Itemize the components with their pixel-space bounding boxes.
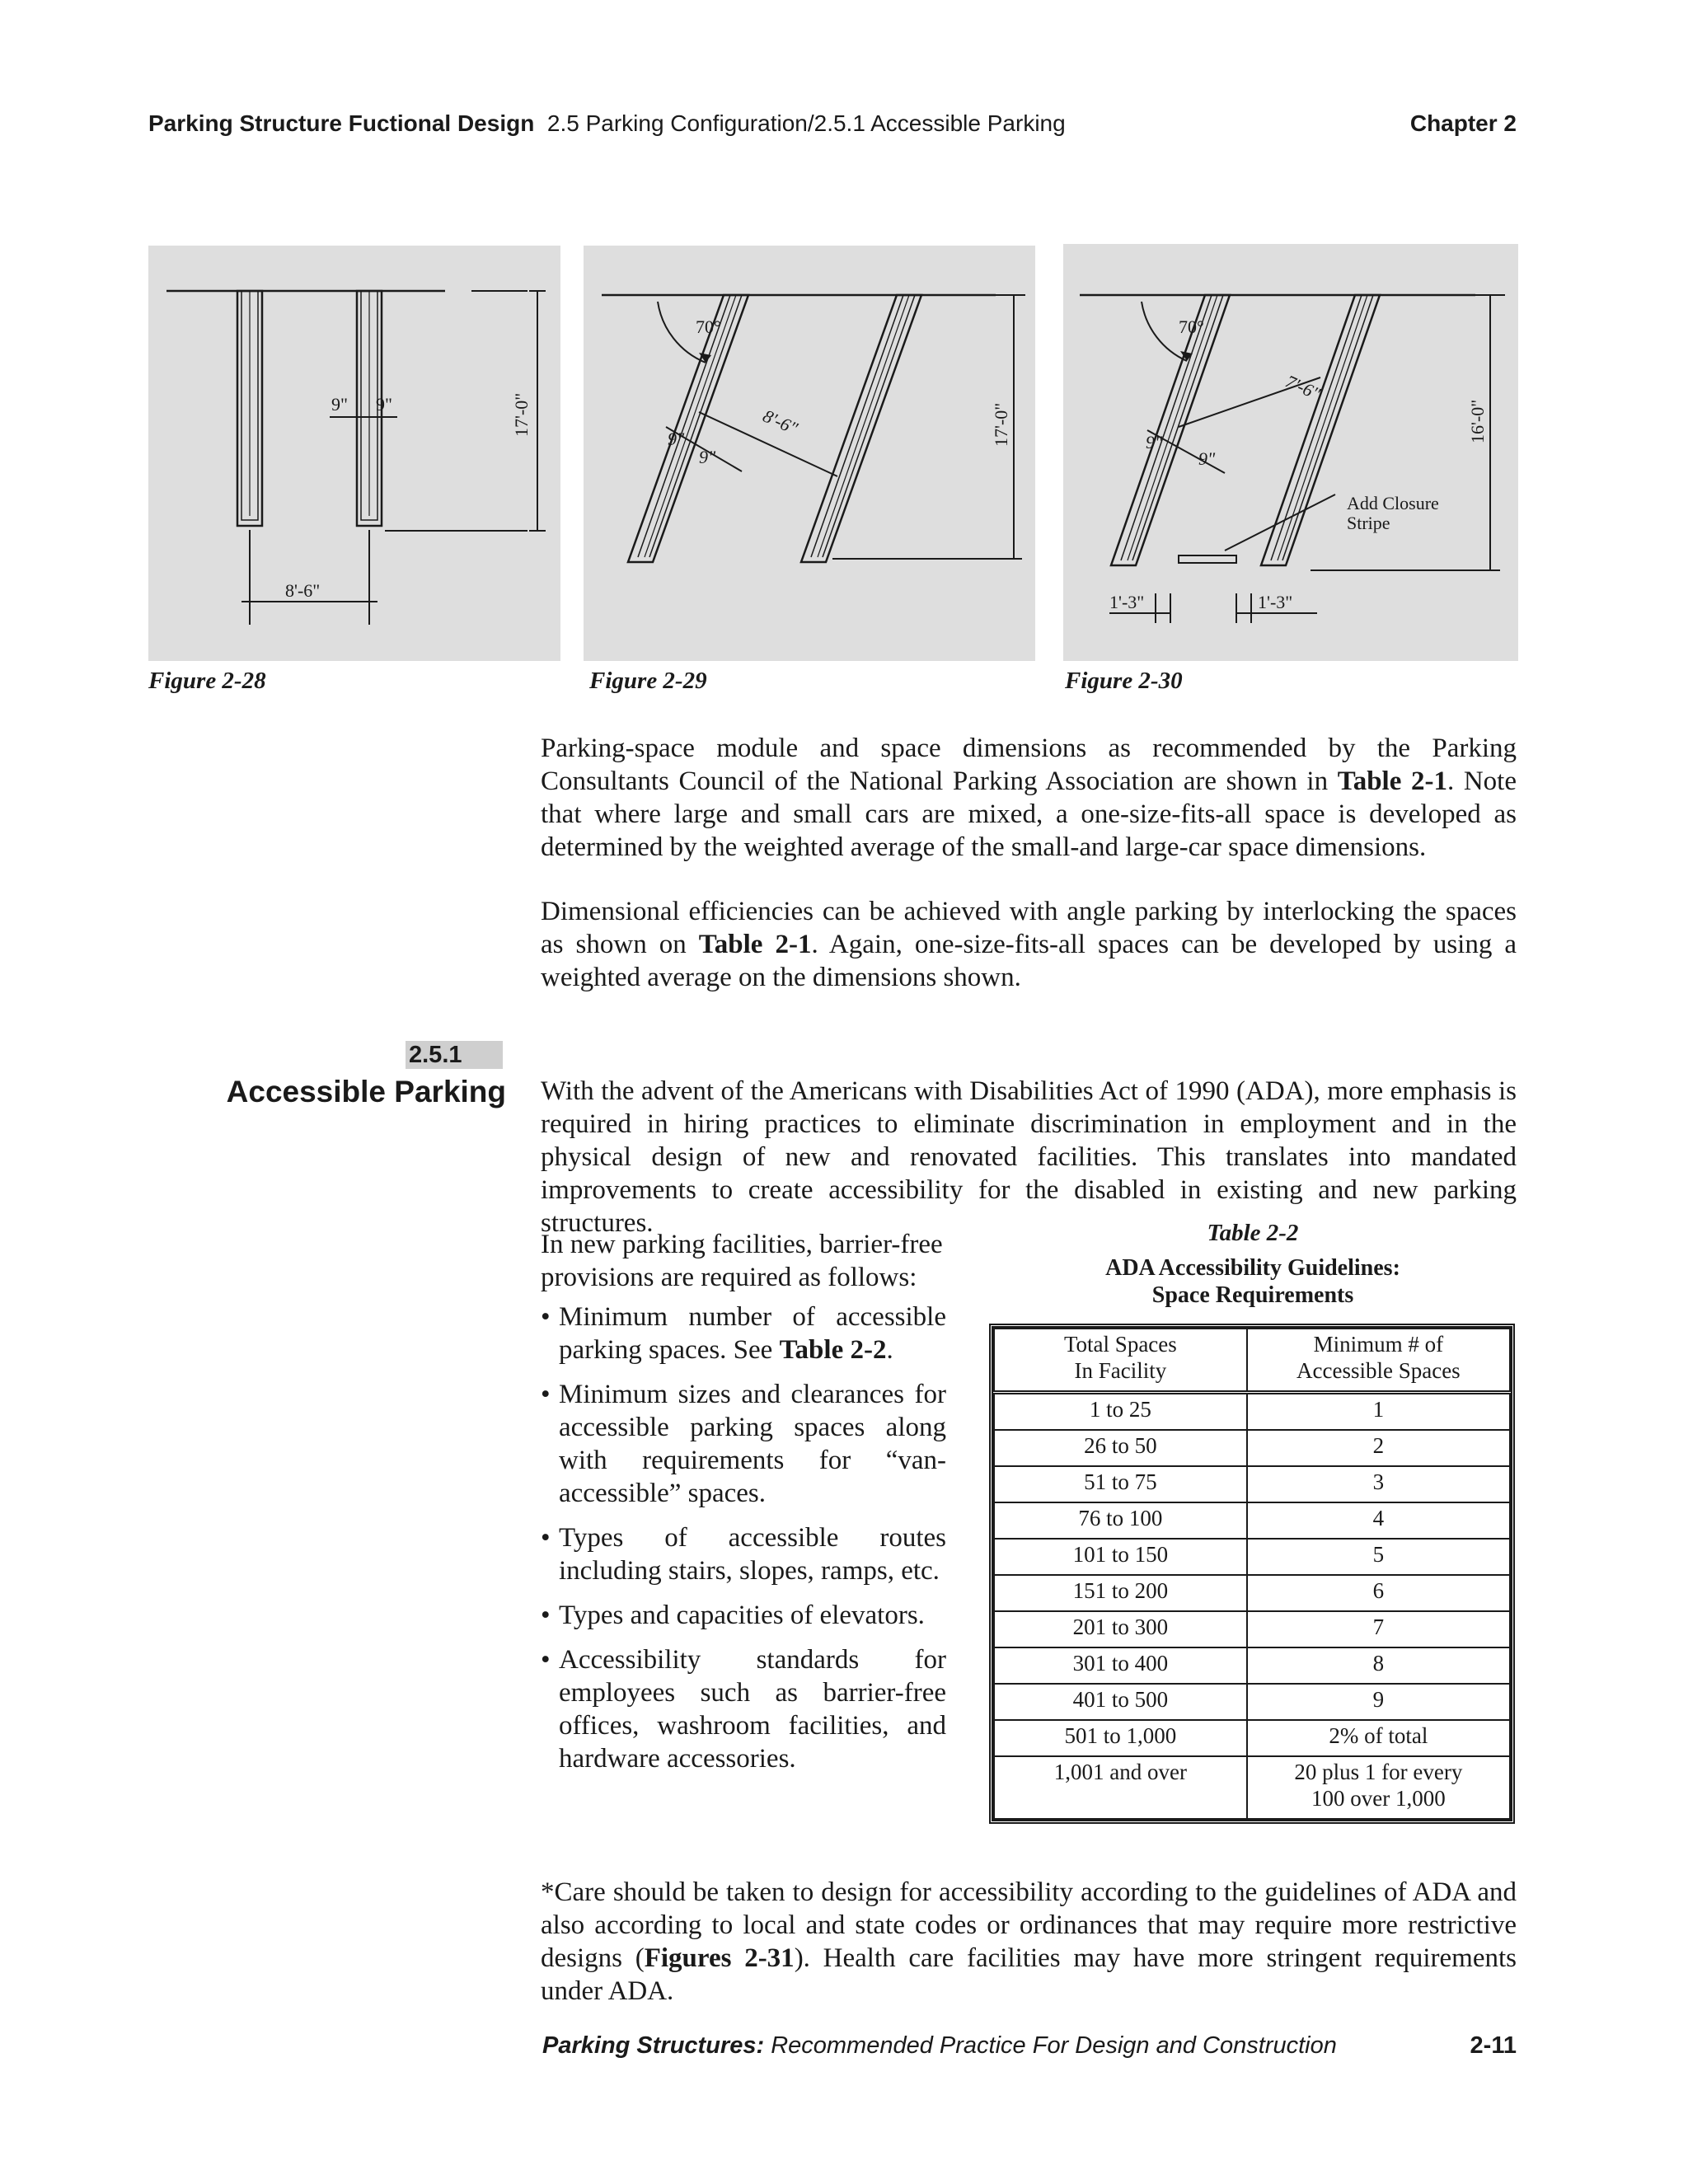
paragraph-care-note: [541, 1876, 1517, 2008]
cell-min: 1: [1247, 1393, 1510, 1431]
fig29-angle-label: 70°: [696, 316, 721, 337]
item1-table-ref: Table 2-2: [779, 1335, 887, 1365]
cell-total: 401 to 500: [994, 1684, 1247, 1720]
figure-2-29-drawing: [584, 246, 1035, 661]
col-header-total: [994, 1329, 1247, 1393]
fig28-depth-label: 17'-0": [511, 392, 532, 437]
cell-min: 4: [1247, 1502, 1510, 1539]
col-header-minimum: [1247, 1329, 1510, 1393]
requirements-list: [541, 1228, 946, 1787]
cell-min: 5: [1247, 1539, 1510, 1575]
fig28-label-a: 9": [331, 394, 348, 415]
col1-line2: In Facility: [1074, 1358, 1167, 1383]
footer-subtitle: Recommended Practice For Design and Construction: [764, 2032, 1337, 2059]
col2-line2: Accessible Spaces: [1296, 1358, 1461, 1383]
cell-total: 201 to 300: [994, 1611, 1247, 1647]
p1-text-a: Parking-space module and space dimensions as recommended by the Parking Consultants Council of the National Parking Association are shown in: [541, 733, 1517, 796]
running-header: [148, 110, 1066, 137]
fig28-width-label: 8'-6": [285, 580, 321, 601]
paragraph-module-dimensions: [541, 732, 1517, 864]
list-item: • Types of accessible routes including stairs, slopes, ramps, etc.: [541, 1521, 946, 1587]
cell-min: 6: [1247, 1575, 1510, 1611]
table-title-line2: Space Requirements: [1151, 1282, 1354, 1308]
table-row: [994, 1393, 1510, 1431]
figure-2-29: [584, 246, 1035, 661]
table-row: [994, 1539, 1510, 1575]
cell-total: 151 to 200: [994, 1575, 1247, 1611]
cell-total: 1 to 25: [994, 1393, 1247, 1431]
col2-line1: Minimum # of: [1313, 1332, 1444, 1357]
page-number: 2-11: [1470, 2032, 1517, 2059]
fig28-label-b: 9": [376, 394, 392, 415]
item1-end: .: [886, 1335, 893, 1365]
table-row: [994, 1647, 1510, 1684]
table-row: [994, 1502, 1510, 1539]
fig30-width-label: 7'-6": [1282, 370, 1324, 405]
cell-min-line1: 20 plus 1 for every: [1294, 1760, 1463, 1784]
p1-table-ref: Table 2-1: [1337, 766, 1447, 796]
paragraph-ada-intro: With the advent of the Americans with Disabilities Act of 1990 (ADA), more emphasis is required in hiring practices to eliminate discrimination in employment and in the physical design of new and renovated facilities. This translates into mandated improvements to create accessibility for the disabled in existing and new parking structures.: [541, 1076, 1517, 1238]
figure-2-28: [148, 246, 560, 661]
p2-text-b: . Again, one-size-fits-all spaces can be developed by using a weighted average on the dimensions shown.: [541, 930, 1517, 992]
fig30-gap-left: 1'-3": [1109, 592, 1145, 612]
table-row: [994, 1575, 1510, 1611]
fig30-angle-label: 70°: [1179, 316, 1204, 337]
cell-total: 501 to 1,000: [994, 1720, 1247, 1756]
item1-text: Minimum number of accessible parking spaces. See: [559, 1302, 946, 1365]
fig30-label-a: 9": [1146, 432, 1163, 452]
p2-table-ref: Table 2-1: [698, 930, 812, 959]
section-title: Accessible Parking: [226, 1075, 506, 1108]
fig30-depth-label: 16'-0": [1467, 399, 1488, 443]
section-number: 2.5.1: [406, 1041, 503, 1069]
running-footer: [542, 2032, 1337, 2060]
table-header-row: [994, 1329, 1510, 1393]
table-title: [989, 1254, 1517, 1309]
fig29-width-label: 8'-6": [759, 405, 801, 439]
cell-min: 7: [1247, 1611, 1510, 1647]
p4-figure-ref: Figures 2-31: [644, 1943, 795, 1973]
table-caption: Table 2-2: [1207, 1220, 1299, 1246]
figure-2-30: [1063, 244, 1518, 661]
cell-total: 26 to 50: [994, 1430, 1247, 1466]
cell-total: 301 to 400: [994, 1647, 1247, 1684]
p4-text-a: *Care should be taken to design for accessibility according to the guidelines of ADA and also according to local and state codes or ordinances that may require more restrictive designs (: [541, 1877, 1517, 1973]
figure-2-28-drawing: [148, 246, 560, 661]
list-item: • Accessibility standards for employees such as barrier-free offices, washroom facilities, and hardware accessories.: [541, 1643, 946, 1775]
fig29-label-b: 9": [699, 447, 716, 467]
cell-min: 2% of total: [1247, 1720, 1510, 1756]
fig30-gap-right: 1'-3": [1258, 592, 1293, 612]
section-path: 2.5 Parking Configuration/2.5.1 Accessible Parking: [546, 110, 1066, 136]
paragraph-dimensional-efficiencies: [541, 895, 1517, 994]
chapter-label: Chapter 2: [1409, 110, 1517, 136]
table-row: [994, 1720, 1510, 1756]
cell-min: 2: [1247, 1430, 1510, 1466]
cell-total: 101 to 150: [994, 1539, 1247, 1575]
figure-2-30-caption: Figure 2-30: [1065, 668, 1183, 694]
cell-total: 76 to 100: [994, 1502, 1247, 1539]
cell-total: 1,001 and over: [994, 1756, 1247, 1819]
table-row: [994, 1466, 1510, 1502]
list-item: • Types and capacities of elevators.: [541, 1599, 946, 1632]
fig30-label-b: 9": [1198, 448, 1216, 469]
ada-table: [989, 1324, 1515, 1824]
cell-min: [1247, 1756, 1510, 1819]
cell-min: 8: [1247, 1647, 1510, 1684]
list-item: [541, 1301, 946, 1366]
fig30-note-line2: Stripe: [1347, 513, 1390, 533]
book-title: Parking Structure Fuctional Design: [148, 110, 535, 136]
fig30-note-line1: Add Closure: [1347, 493, 1439, 513]
cell-min: 9: [1247, 1684, 1510, 1720]
figure-2-28-caption: Figure 2-28: [148, 668, 266, 694]
cell-total: 51 to 75: [994, 1466, 1247, 1502]
table-row: [994, 1756, 1510, 1819]
fig29-depth-label: 17'-0": [991, 402, 1011, 447]
p2-text-a: Dimensional efficiencies can be achieved with angle parking by interlocking the spaces as shown on: [541, 897, 1517, 959]
p4-text-b: ). Health care facilities may have more stringent requirements under ADA.: [541, 1943, 1517, 2006]
fig29-label-a: 9": [668, 429, 685, 449]
figure-2-30-drawing: [1063, 244, 1518, 661]
cell-min: 3: [1247, 1466, 1510, 1502]
table-row: [994, 1430, 1510, 1466]
footer-book-title: Parking Structures:: [542, 2032, 765, 2059]
table-row: [994, 1684, 1510, 1720]
col1-line1: Total Spaces: [1063, 1332, 1177, 1357]
table-title-line1: ADA Accessibility Guidelines:: [1105, 1255, 1400, 1281]
cell-min-line2: 100 over 1,000: [1311, 1786, 1446, 1811]
figure-2-29-caption: Figure 2-29: [589, 668, 707, 694]
list-intro: In new parking facilities, barrier-free provisions are required as follows:: [541, 1230, 943, 1292]
table-row: [994, 1611, 1510, 1647]
list-item: • Minimum sizes and clearances for accessible parking spaces along with requirements for “van-accessible” spaces.: [541, 1378, 946, 1510]
p1-text-b: . Note that where large and small cars are mixed, a one-size-fits-all space is developed as determined by the weighted average of the small-and large-car space dimensions.: [541, 766, 1517, 862]
